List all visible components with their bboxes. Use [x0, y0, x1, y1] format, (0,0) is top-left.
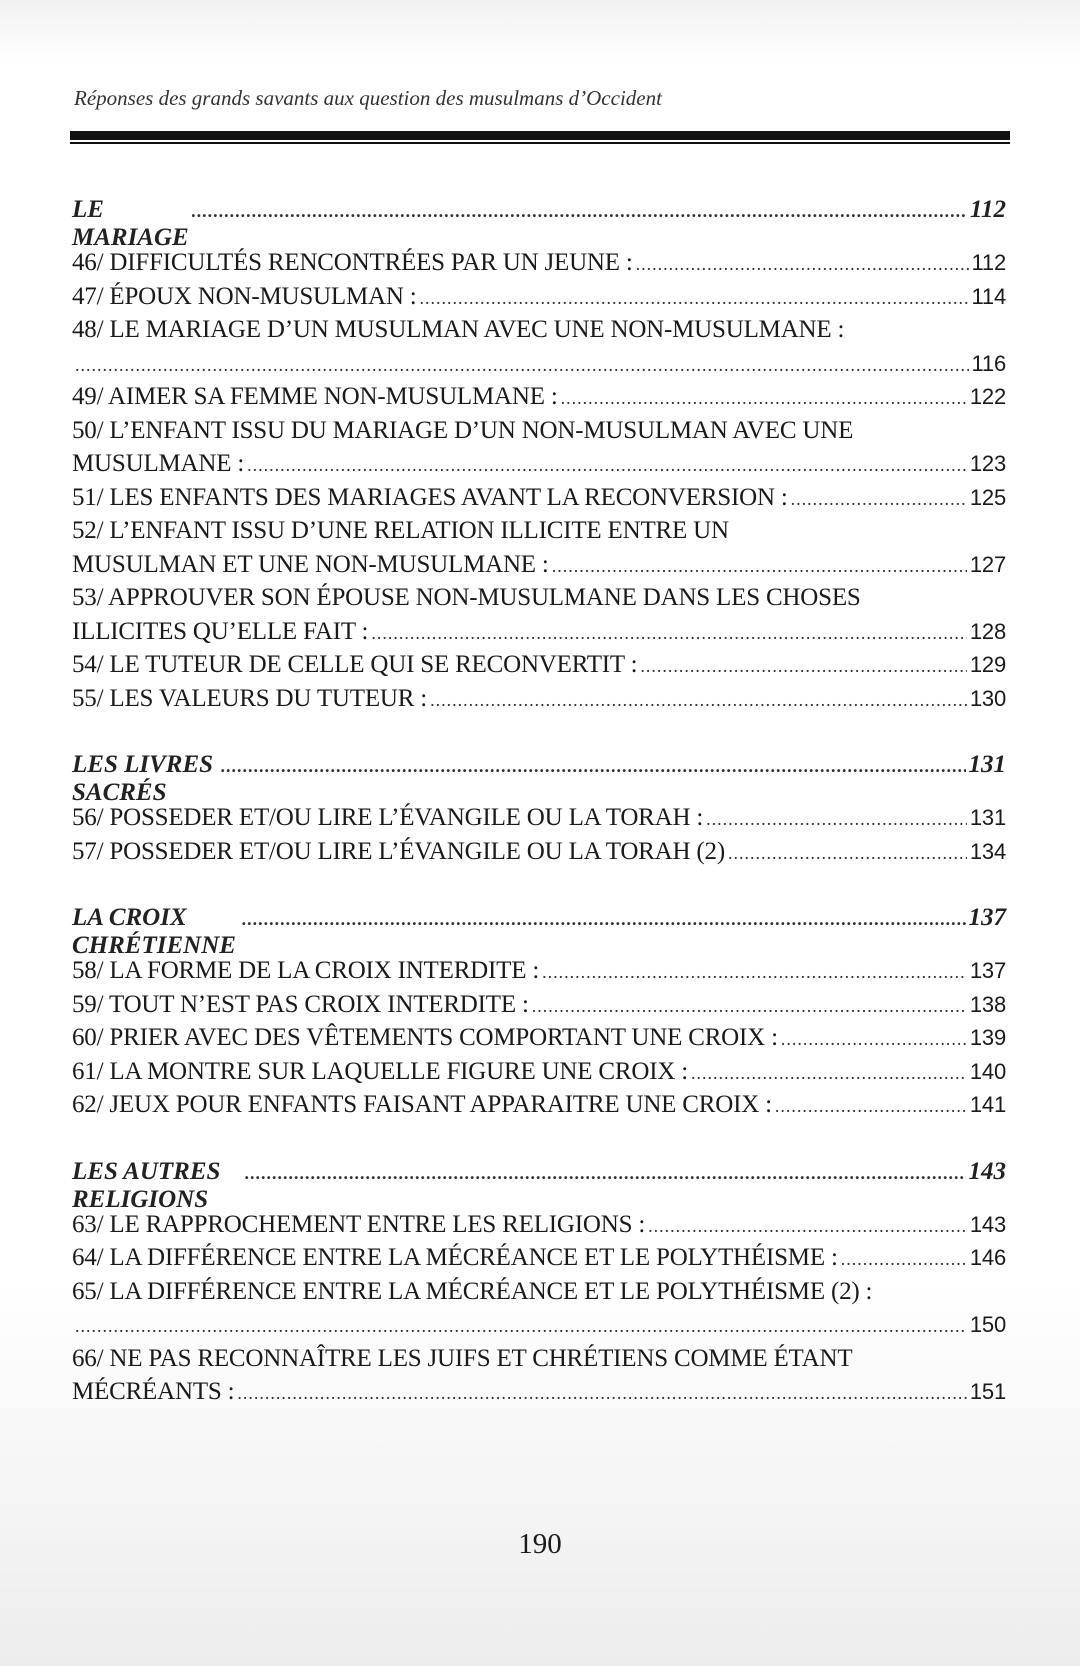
toc-entry — [72, 581, 1006, 648]
entry-line — [72, 246, 1006, 280]
section-page-number: 143 — [968, 1157, 1006, 1185]
entry-title: 52/ L’ENFANT ISSU D’UNE RELATION ILLICITE ENTRE UN — [72, 517, 729, 544]
section-heading — [72, 196, 1006, 251]
toc-entry — [72, 1088, 1006, 1122]
toc-section — [72, 1158, 1006, 1409]
section-page-number: 137 — [968, 904, 1006, 931]
entry-title: 63/ LE RAPPROCHEMENT ENTRE LES RELIGIONS : — [72, 1210, 646, 1238]
dot-leader — [371, 617, 967, 649]
toc-section — [72, 196, 1006, 715]
entry-line — [72, 615, 1006, 649]
entry-title: 58/ LA FORME DE LA CROIX INTERDITE : — [72, 957, 540, 984]
entry-page-number: 123 — [969, 451, 1006, 476]
dot-leader — [430, 684, 967, 716]
section-heading — [72, 1157, 1006, 1213]
entry-page-number: 141 — [969, 1092, 1006, 1117]
section-title: LE MARIAGE — [72, 196, 189, 251]
dot-leader — [791, 483, 967, 515]
entry-line — [72, 1342, 1006, 1376]
entry-page-number: 151 — [969, 1379, 1006, 1404]
entry-page-number: 140 — [969, 1058, 1006, 1084]
entry-page-number: 130 — [969, 685, 1006, 711]
toc-entry — [72, 1021, 1006, 1055]
entry-title: MUSULMAN ET UNE NON-MUSULMANE : — [72, 550, 549, 578]
entry-line — [72, 581, 1006, 615]
entry-title: 49/ AIMER SA FEMME NON-MUSULMANE : — [72, 383, 558, 410]
entry-title: 65/ LA DIFFÉRENCE ENTRE LA MÉCRÉANCE ET LE POLYTHÉISME (2) : — [72, 1277, 873, 1305]
entry-page-number: 112 — [971, 250, 1006, 275]
toc-entry — [72, 835, 1006, 869]
entry-title: 56/ POSSEDER ET/OU LIRE L’ÉVANGILE OU LA TORAH : — [72, 804, 704, 831]
entry-line — [72, 988, 1006, 1022]
entry-line — [72, 1241, 1006, 1275]
section-title: LES LIVRES SACRÉS — [72, 751, 214, 806]
dot-leader — [532, 990, 967, 1022]
dot-leader — [841, 1243, 967, 1275]
dot-leader — [542, 956, 967, 988]
entry-title: MÉCRÉANTS : — [72, 1378, 235, 1405]
toc-entry — [72, 1342, 1006, 1409]
entry-line — [72, 514, 1006, 548]
entry-line — [72, 280, 1006, 314]
section-title: LA CROIX CHRÉTIENNE — [72, 904, 236, 959]
table-of-contents — [72, 196, 1006, 1445]
dot-leader — [728, 837, 967, 869]
section-title: LES AUTRES RELIGIONS — [72, 1157, 221, 1213]
dot-leader — [221, 756, 965, 777]
dot-leader — [420, 282, 969, 314]
entry-line — [72, 414, 1006, 448]
toc-entry — [72, 246, 1006, 280]
entry-title: 47/ ÉPOUX NON-MUSULMAN : — [72, 282, 417, 310]
dot-leader — [75, 1310, 967, 1342]
entry-line — [72, 1375, 1006, 1409]
entry-line — [72, 682, 1006, 716]
entry-page-number: 134 — [969, 838, 1006, 864]
entry-title: 46/ DIFFICULTÉS RENCONTRÉES PAR UN JEUNE : — [72, 249, 633, 276]
page-number: 190 — [518, 1528, 562, 1560]
section-page-number: 131 — [968, 751, 1006, 778]
toc-entry — [72, 954, 1006, 988]
entry-page-number: 122 — [969, 384, 1006, 409]
dot-leader — [552, 550, 967, 582]
toc-entry — [72, 801, 1006, 835]
entry-line — [72, 954, 1006, 988]
entry-title: 61/ LA MONTRE SUR LAQUELLE FIGURE UNE CROIX : — [72, 1057, 688, 1085]
entry-line — [72, 548, 1006, 582]
dot-leader — [691, 1057, 967, 1089]
entry-line — [72, 481, 1006, 515]
toc-entry — [72, 988, 1006, 1022]
entry-page-number: 143 — [969, 1211, 1006, 1237]
entry-title: 59/ TOUT N’EST PAS CROIX INTERDITE : — [72, 990, 529, 1018]
entry-title: MUSULMANE : — [72, 450, 245, 477]
toc-entry — [72, 414, 1006, 481]
dot-leader — [242, 909, 965, 930]
entry-line — [72, 1088, 1006, 1122]
toc-entry — [72, 280, 1006, 314]
entry-line — [72, 1308, 1006, 1342]
dot-leader — [561, 382, 967, 414]
entry-title: 54/ LE TUTEUR DE CELLE QUI SE RECONVERTIT : — [72, 651, 638, 678]
toc-entry — [72, 514, 1006, 581]
entry-page-number: 129 — [969, 652, 1006, 677]
entry-title: ILLICITES QU’ELLE FAIT : — [72, 617, 369, 645]
entry-title: 51/ LES ENFANTS DES MARIAGES AVANT LA RECONVERSION : — [72, 483, 788, 511]
dot-leader — [75, 349, 969, 381]
entry-page-number: 146 — [969, 1245, 1006, 1270]
entry-line — [72, 801, 1006, 835]
section-heading — [72, 904, 1006, 959]
entry-title: 53/ APPROUVER SON ÉPOUSE NON-MUSULMANE DANS LES CHOSES — [72, 584, 861, 611]
entry-page-number: 116 — [971, 350, 1006, 376]
dot-leader — [245, 1163, 965, 1184]
entry-page-number: 128 — [969, 618, 1006, 644]
entry-line — [72, 648, 1006, 682]
toc-entry — [72, 1208, 1006, 1242]
toc-entry — [72, 313, 1006, 380]
entry-page-number: 125 — [969, 484, 1006, 510]
entry-title: 48/ LE MARIAGE D’UN MUSULMAN AVEC UNE NON-MUSULMANE : — [72, 316, 845, 343]
entry-title: 57/ POSSEDER ET/OU LIRE L’ÉVANGILE OU LA TORAH (2) — [72, 837, 725, 865]
dot-leader — [192, 201, 967, 222]
entry-page-number: 137 — [969, 958, 1006, 983]
toc-entry — [72, 1275, 1006, 1342]
running-header: Réponses des grands savants aux question des musulmans d’Occident — [74, 86, 662, 110]
dot-leader — [636, 248, 969, 280]
entry-title: 66/ NE PAS RECONNAÎTRE LES JUIFS ET CHRÉTIENS COMME ÉTANT — [72, 1344, 853, 1372]
toc-entry — [72, 481, 1006, 515]
toc-entry — [72, 682, 1006, 716]
toc-entry — [72, 380, 1006, 414]
dot-leader — [775, 1090, 967, 1122]
dot-leader — [648, 1210, 967, 1242]
entry-line — [72, 1275, 1006, 1309]
toc-section — [72, 751, 1006, 868]
dot-leader — [706, 803, 967, 835]
entry-title: 50/ L’ENFANT ISSU DU MARIAGE D’UN NON-MUSULMAN AVEC UNE — [72, 416, 854, 444]
entry-line — [72, 380, 1006, 414]
toc-section — [72, 904, 1006, 1122]
entry-page-number: 150 — [969, 1312, 1006, 1337]
toc-entry — [72, 1241, 1006, 1275]
entry-page-number: 139 — [969, 1025, 1006, 1050]
entry-line — [72, 1021, 1006, 1055]
dot-leader — [237, 1377, 966, 1409]
section-heading — [72, 751, 1006, 806]
entry-title: 60/ PRIER AVEC DES VÊTEMENTS COMPORTANT UNE CROIX : — [72, 1024, 778, 1051]
entry-line — [72, 1208, 1006, 1242]
entry-page-number: 131 — [969, 805, 1006, 830]
entry-title: 62/ JEUX POUR ENFANTS FAISANT APPARAITRE UNE CROIX : — [72, 1091, 772, 1118]
entry-page-number: 127 — [969, 551, 1006, 577]
dot-leader — [247, 449, 967, 481]
entry-line — [72, 313, 1006, 347]
entry-line — [72, 447, 1006, 481]
entry-title: 55/ LES VALEURS DU TUTEUR : — [72, 684, 428, 712]
header-rule-thin — [70, 142, 1010, 144]
entry-line — [72, 1055, 1006, 1089]
entry-title: 64/ LA DIFFÉRENCE ENTRE LA MÉCRÉANCE ET LE POLYTHÉISME : — [72, 1244, 838, 1271]
dot-leader — [781, 1023, 967, 1055]
header-rule — [70, 131, 1010, 140]
toc-entry — [72, 648, 1006, 682]
entry-line — [72, 347, 1006, 381]
entry-page-number: 114 — [971, 283, 1006, 309]
entry-page-number: 138 — [969, 991, 1006, 1017]
dot-leader — [640, 650, 967, 682]
toc-entry — [72, 1055, 1006, 1089]
section-page-number: 112 — [969, 196, 1006, 223]
entry-line — [72, 835, 1006, 869]
